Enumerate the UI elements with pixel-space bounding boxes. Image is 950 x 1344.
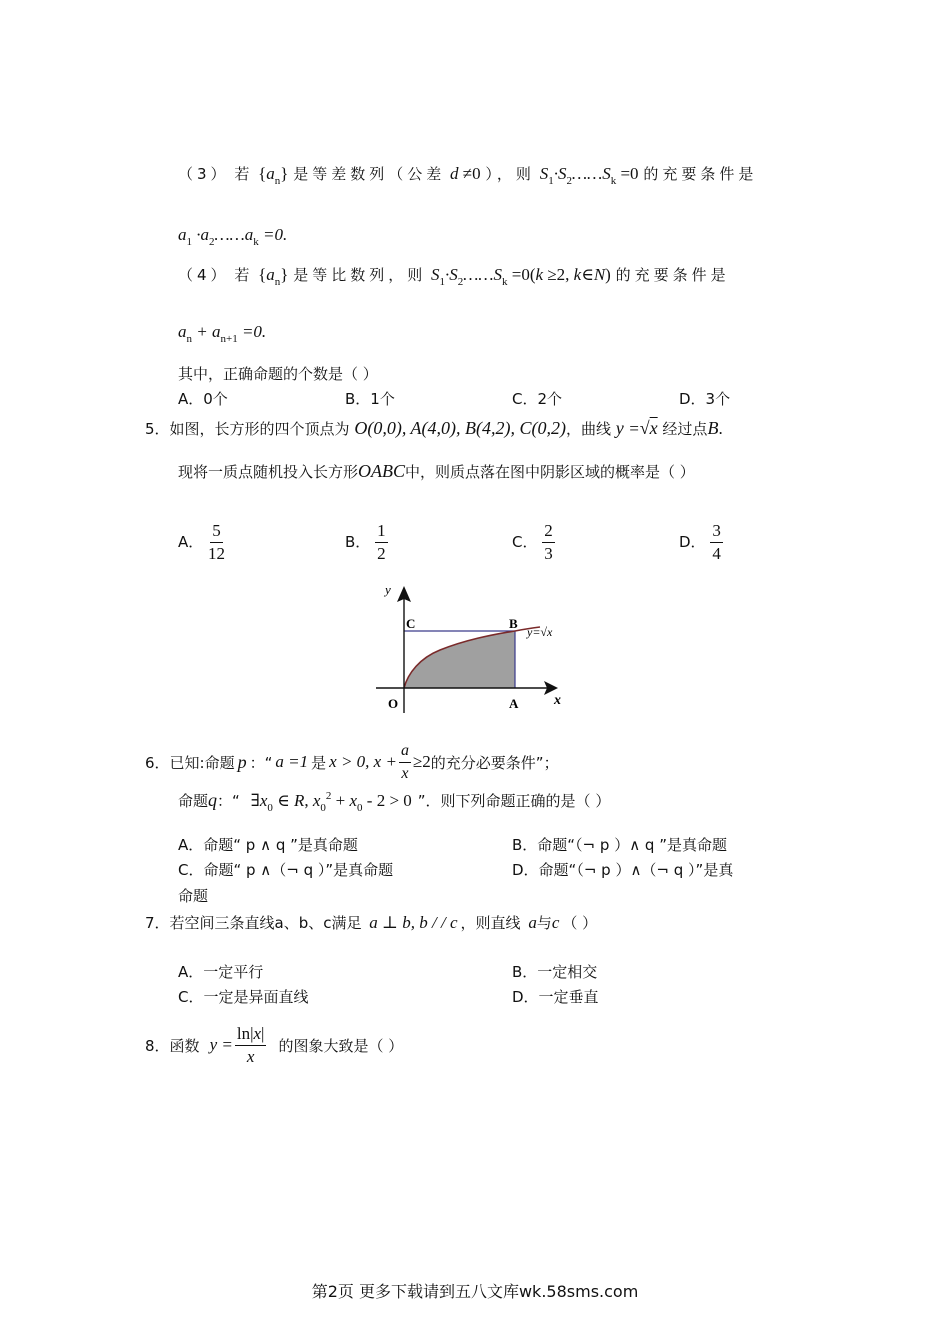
- item4-text1: 若: [234, 266, 254, 284]
- item4-text2: 是等比数列，则: [293, 266, 427, 284]
- q8-y: y =: [209, 1035, 233, 1054]
- q5-text1: 如图，长方形的四个顶点为: [169, 420, 350, 438]
- item3-seq: $\{a_n\}$: [258, 164, 289, 187]
- fig-label-c: C: [406, 616, 416, 631]
- q5-option-a-label: A．: [178, 533, 204, 551]
- q6-frac: $\frac{a}{x}$: [400, 741, 409, 782]
- item3-text4: 的充要条件是: [643, 165, 758, 183]
- item4-label: （4）: [178, 266, 230, 284]
- item4-s-product: $S_1\cdot S_2\dots\dots S_k$: [431, 265, 508, 288]
- item4-seq: $\{a_n\}$: [258, 265, 289, 288]
- q4-option-b: B．1个: [345, 390, 395, 408]
- q5-text5: 中，则质点落在图中阴影区域的概率是（ ）: [405, 463, 695, 481]
- q7-option-a: A．一定平行: [178, 963, 264, 981]
- q7-cond: a ⊥ b, b / / c: [369, 913, 458, 932]
- q5-option-a-num: 5: [210, 522, 223, 543]
- q6-text2: ：“: [249, 753, 273, 772]
- q4-option-c: C．2个: [512, 390, 563, 408]
- q5-option-d-den: 4: [712, 544, 721, 563]
- item3-s-product: $S_1\cdot S_2\dots\dots S_k$: [539, 164, 617, 187]
- q7-text3: （ ）: [562, 914, 598, 932]
- q5-option-b-den: 2: [377, 544, 386, 563]
- q6-text4: 的充分必要条件”；: [430, 753, 559, 772]
- item3-text3: ），则: [485, 165, 535, 183]
- item4-condition: $a_n + a_{n+1} =0$.: [178, 322, 267, 345]
- q5-option-b-label: B．: [345, 533, 371, 551]
- q5-option-b: [345, 522, 388, 563]
- q6-cond: a =1: [275, 752, 309, 771]
- q6-text7: ”．则下列命题正确的是（ ）: [417, 792, 611, 810]
- q6-text6: ：“: [217, 792, 240, 810]
- q5-option-d-label: D．: [679, 533, 706, 551]
- item4-line1: （4） 若 $\{a_n\}$ 是等比数列，则 $S_1\cdot S_2\dots\dots S_k =0(k \ge 2$, k∈N) 的充要条件是: [178, 265, 730, 288]
- q7-option-c: C．一定是异面直线: [178, 988, 309, 1006]
- q6-option-d: D．命题“（¬ p ）∧（¬ q ）”是真: [512, 861, 734, 879]
- q5-option-c-den: 3: [544, 544, 553, 563]
- q5-text3: 经过点: [662, 420, 708, 438]
- q5-option-d-num: 3: [710, 522, 723, 543]
- q6-line1: [145, 742, 559, 782]
- q5-option-c-frac: [542, 522, 555, 563]
- q5-option-c-num: 2: [542, 522, 555, 543]
- q8-text1: 函数: [169, 1036, 200, 1055]
- q5-curve: y =√x: [615, 418, 658, 438]
- item4-text3: 的充要条件是: [615, 266, 730, 284]
- q7-ac: a与c: [528, 913, 560, 932]
- page-footer: 第2页 更多下载请到五八文库wk.58sms.com: [311, 1282, 639, 1301]
- q8-number: 8．: [145, 1036, 170, 1055]
- q5-points: O(0,0), A(4,0), B(4,2), C(0,2): [354, 418, 566, 438]
- q7-number: 7．: [145, 914, 170, 932]
- q6-text1: 已知:命题: [169, 753, 235, 772]
- q5-option-c-label: C．: [512, 533, 538, 551]
- fig-label-y: y: [385, 582, 391, 597]
- q4-option-a: A．0个: [178, 390, 228, 408]
- q6-text5: 命题: [178, 792, 209, 810]
- q5-option-b-frac: [375, 522, 388, 563]
- q5-option-d: [679, 522, 723, 563]
- q7-option-d: D．一定垂直: [512, 988, 599, 1006]
- q8-text2: 的图象大致是（ ）: [278, 1036, 404, 1055]
- q7-text2: ，则直线: [460, 914, 521, 932]
- q8-line1: [145, 1020, 403, 1070]
- q5-line2: [178, 461, 695, 482]
- q5-option-a: [178, 522, 225, 563]
- q6-p: p: [237, 751, 247, 772]
- item3-label: （3）: [178, 165, 230, 183]
- q5-option-a-den: 12: [208, 544, 226, 563]
- q6-exists: $\exists x_0$ ∈ R, $x_0^2 + x_0 - 2 > 0$: [250, 790, 412, 814]
- q5-number: 5．: [145, 420, 170, 438]
- item3-text1: 若: [234, 165, 254, 183]
- q5-option-b-num: 1: [375, 522, 388, 543]
- q6-option-d-cont: 命题: [178, 887, 209, 905]
- fig-curve-label: y=√x: [527, 625, 553, 639]
- q5-option-d-frac: [710, 522, 723, 563]
- q4-option-d: D．3个: [679, 390, 731, 408]
- item3-text2: 是等差数列（公差: [293, 165, 446, 183]
- shaded-region: [404, 631, 515, 688]
- item3-condition: $a_1$ $\cdot a_2\dots\dots a_k =0$.: [178, 225, 288, 248]
- q7-text1: 若空间三条直线a、b、c满足: [169, 914, 362, 932]
- q8-frac: $\frac{\ln|x|}{x}$: [236, 1023, 265, 1066]
- fig-label-x: x: [554, 693, 561, 708]
- q6-ineq: x > 0, x +: [329, 752, 397, 771]
- q5-rect: OABC: [358, 461, 406, 481]
- item3-line1: （3） 若 $\{a_n\}$ 是等差数列（公差 d ≠0 ），则 $S_1\cdot S_2\dots\dots S_k =0$ 的充要条件是: [178, 164, 758, 187]
- fig-label-o: O: [388, 696, 399, 711]
- q6-option-b: B．命题“（¬ p ）∧ q ”是真命题: [512, 836, 727, 854]
- q5-option-a-frac: [208, 522, 225, 563]
- q6-line2: [178, 790, 611, 814]
- q5-line1: 5．如图，长方形的四个顶点为 O(0,0), A(4,0), B(4,2), C(0,2)，曲线 y =√x 经过点B.: [145, 418, 723, 438]
- q6-option-a: A．命题“ p ∧ q ”是真命题: [178, 836, 358, 854]
- item3-d: d: [450, 164, 459, 183]
- q6-text3: 是: [311, 753, 327, 772]
- q6-option-c: C．命题“ p ∧（¬ q ）”是真命题: [178, 861, 394, 879]
- fig-label-b: B: [509, 616, 518, 631]
- q5-text4: 现将一质点随机投入长方形: [178, 463, 359, 481]
- q5-text2: ，曲线: [565, 420, 611, 438]
- q4-stem: 其中，正确命题的个数是（ ）: [178, 365, 378, 383]
- q5-figure: [370, 578, 570, 718]
- q6-q: q: [208, 790, 218, 810]
- q6-ge: ≥2: [412, 752, 431, 771]
- q7-line1: [145, 912, 597, 933]
- q6-number: 6．: [145, 753, 170, 772]
- q5-point-b: B: [707, 418, 719, 438]
- fig-label-a: A: [509, 696, 519, 711]
- q7-option-b: B．一定相交: [512, 963, 598, 981]
- q5-option-c: [512, 522, 555, 563]
